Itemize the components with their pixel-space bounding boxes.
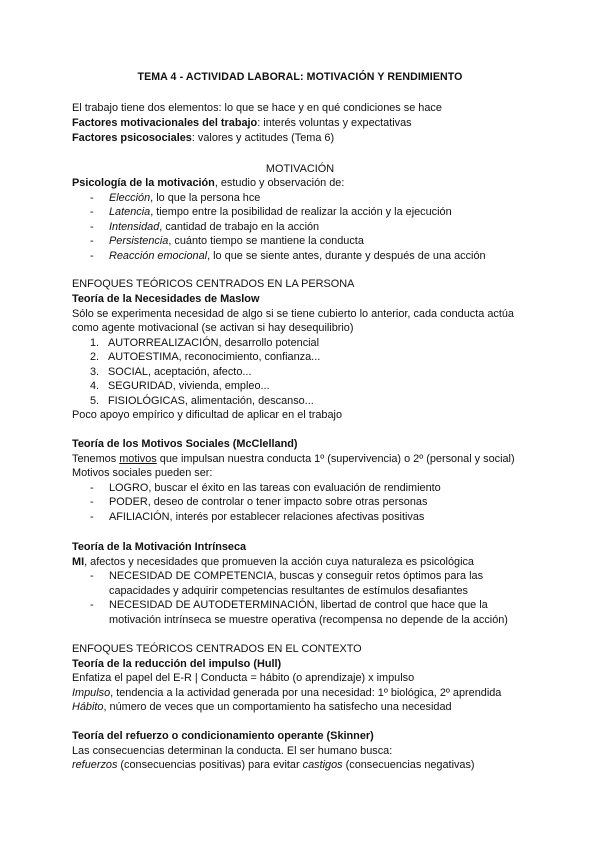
term-underlined: motivos: [119, 453, 157, 465]
intro-line-1: El trabajo tiene dos elementos: lo que se hace y en qué condiciones se hace: [72, 102, 442, 114]
mcclelland-line-1: [72, 452, 515, 466]
list-item: SOCIAL, aceptación, afecto...: [108, 366, 252, 378]
term-italic: Persistencia: [109, 235, 169, 247]
hull-line-1: Enfatiza el papel del E-R | Conducta = hábito (o aprendizaje) x impulso: [72, 672, 415, 684]
skinner-line-2: [72, 758, 475, 772]
text: , afectos y necesidades que promueven la acción cuya naturaleza es psicológica: [84, 556, 474, 568]
list-item-line: capacidades y adquirir competencias resultantes de estímulos desafiantes: [109, 585, 468, 597]
list-item-line: NECESIDAD DE AUTODETERMINACIÓN, libertad de control que hace que la: [109, 599, 488, 611]
bullet-dash: -: [90, 570, 94, 582]
text: : interés voluntas y expectativas: [257, 117, 412, 129]
list-item: [109, 234, 364, 248]
maslow-line-2: como agente motivacional (se activan si hay desequilibrio): [72, 322, 354, 334]
bullet-dash: -: [90, 206, 94, 218]
hull-line-2: [72, 686, 501, 700]
bullet-dash: -: [90, 221, 94, 233]
text: , tendencia a la actividad generada por una necesidad: 1º biológica, 2º aprendida: [110, 687, 502, 699]
list-item: AFILIACIÓN, interés por establecer relaciones afectivas positivas: [109, 511, 425, 523]
mcclelland-line-2: Motivos sociales pueden ser:: [72, 467, 213, 479]
bullet-dash: -: [90, 250, 94, 262]
bullet-dash: -: [90, 599, 94, 611]
list-item: [109, 220, 319, 234]
term-italic: refuerzos: [72, 759, 118, 771]
list-item: [109, 205, 452, 219]
bullet-dash: -: [90, 235, 94, 247]
list-item-line: NECESIDAD DE COMPETENCIA, buscas y conseguir retos óptimos para las: [109, 570, 484, 582]
maslow-line-1: Sólo se experimenta necesidad de algo si se tiene cubierto lo anterior, cada conducta actúa: [72, 308, 514, 320]
bullet-dash: -: [90, 192, 94, 204]
text: , cantidad de trabajo en la acción: [159, 221, 320, 233]
page-title: TEMA 4 - ACTIVIDAD LABORAL: MOTIVACIÓN Y RENDIMIENTO: [137, 71, 463, 83]
term-italic: Hábito: [72, 701, 104, 713]
list-item: LOGRO, buscar el éxito en las tareas con evaluación de rendimiento: [109, 482, 441, 494]
list-number: 3.: [90, 366, 100, 378]
text: , cuánto tiempo se mantiene la conducta: [168, 235, 364, 247]
mi-line-1: [72, 555, 474, 569]
term-italic: Latencia: [109, 206, 151, 218]
intro-line-3: [72, 131, 334, 145]
list-item: PODER, deseo de controlar o tener impacto sobre otras personas: [109, 496, 428, 508]
list-item: AUTOESTIMA, reconocimiento, confianza...: [108, 351, 321, 363]
list-number: 2.: [90, 351, 100, 363]
list-item-line: motivación intrínseca se muestre operativa (recompensa no depende de la acción): [109, 614, 508, 626]
skinner-title: Teoría del refuerzo o condicionamiento operante (Skinner): [72, 730, 374, 742]
mcclelland-title: Teoría de los Motivos Sociales (McClelland): [72, 438, 298, 450]
motivacion-intrinseca-title: Teoría de la Motivación Intrínseca: [72, 541, 247, 553]
skinner-line-1: Las consecuencias determinan la conducta. El ser humano busca:: [72, 745, 393, 757]
section-heading-persona: ENFOQUES TEÓRICOS CENTRADOS EN LA PERSONA: [72, 278, 355, 290]
list-item: [109, 249, 486, 263]
psicologia-line: [72, 176, 344, 190]
hull-title: Teoría de la reducción del impulso (Hull): [72, 658, 282, 670]
text: , lo que se siente antes, durante y después de una acción: [207, 250, 486, 262]
term-bold: Factores motivacionales del trabajo: [72, 117, 258, 129]
text: , lo que la persona hce: [150, 192, 261, 204]
list-number: 1.: [90, 337, 100, 349]
term-italic: Impulso: [72, 687, 111, 699]
section-heading-motivacion: MOTIVACIÓN: [265, 163, 335, 175]
list-number: 5.: [90, 395, 100, 407]
list-item: SEGURIDAD, vivienda, empleo...: [108, 380, 270, 392]
text: Tenemos: [72, 453, 120, 465]
text: : valores y actitudes (Tema 6): [191, 132, 335, 144]
term-italic: Elección: [109, 192, 151, 204]
list-item: [109, 191, 260, 205]
text: , número de veces que un comportamiento ha satisfecho una necesidad: [103, 701, 452, 713]
term-italic: Intensidad: [109, 221, 160, 233]
text: que impulsan nuestra conducta 1º (supervivencia) o 2º (personal y social): [156, 453, 515, 465]
term-italic: Reacción emocional: [109, 250, 208, 262]
section-heading-contexto: ENFOQUES TEÓRICOS CENTRADOS EN EL CONTEXTO: [72, 643, 362, 655]
term-italic: castigos: [302, 759, 343, 771]
intro-line-2: [72, 116, 412, 130]
hull-line-3: [72, 700, 452, 714]
list-number: 4.: [90, 380, 100, 392]
text: , estudio y observación de:: [214, 177, 345, 189]
term-bold: Factores psicosociales: [72, 132, 192, 144]
maslow-note: Poco apoyo empírico y dificultad de aplicar en el trabajo: [72, 409, 343, 421]
list-item: AUTORREALIZACIÓN, desarrollo potencial: [108, 337, 320, 349]
text: (consecuencias positivas) para evitar: [117, 759, 303, 771]
list-item: FISIOLÓGICAS, alimentación, descanso...: [108, 395, 314, 407]
maslow-title: Teoría de la Necesidades de Maslow: [72, 293, 260, 305]
bullet-dash: -: [90, 496, 94, 508]
bullet-dash: -: [90, 482, 94, 494]
text: , tiempo entre la posibilidad de realizar la acción y la ejecución: [150, 206, 452, 218]
term-bold: MI: [72, 556, 85, 568]
term-bold: Psicología de la motivación: [72, 177, 215, 189]
text: (consecuencias negativas): [342, 759, 475, 771]
bullet-dash: -: [90, 511, 94, 523]
